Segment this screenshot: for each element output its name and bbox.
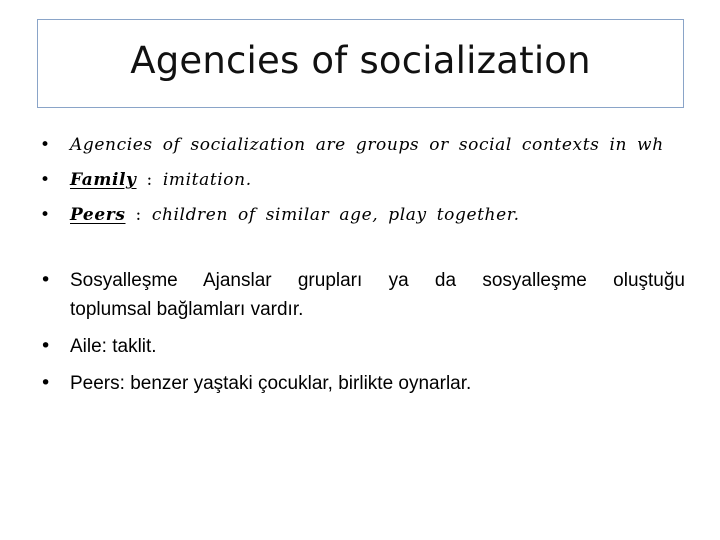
turkish-bullet-1-line-2: toplumsal bağlamları vardır. (70, 299, 304, 320)
english-bullet-3-text: children of similar age, play together. (151, 205, 520, 225)
bullet-icon: • (40, 372, 52, 394)
bullet-icon: • (40, 170, 51, 190)
turkish-bullet-1-line-1: Sosyalleşme Ajanslar grupları ya da sosyalleşme oluştuğu (70, 270, 685, 291)
turkish-bullet-3-text: Peers: benzer yaştaki çocuklar, birlikte oynarlar. (70, 373, 472, 394)
bullet-icon: • (40, 269, 52, 291)
english-bullet-3-content (70, 198, 520, 233)
title-box (37, 19, 684, 108)
english-bullet-3 (40, 198, 720, 233)
term-family: Family (70, 170, 137, 190)
turkish-bullet-1 (40, 266, 685, 324)
turkish-bullet-2 (40, 332, 685, 361)
english-bullet-list (40, 128, 720, 233)
term-peers: Peers (70, 205, 126, 225)
bullet-icon: • (40, 135, 51, 155)
colon: : (135, 205, 142, 225)
turkish-bullet-3 (40, 369, 685, 398)
english-bullet-2 (40, 163, 720, 198)
turkish-bullet-list (40, 266, 685, 406)
english-bullet-1-text: Agencies of socialization are groups or social contexts in wh (70, 135, 664, 155)
english-bullet-1 (40, 128, 720, 163)
bullet-icon: • (40, 335, 52, 357)
english-bullet-2-content (70, 163, 252, 198)
slide-title: Agencies of socialization (130, 39, 591, 82)
turkish-bullet-2-text: Aile: taklit. (70, 336, 157, 357)
english-bullet-2-text: imitation. (162, 170, 252, 190)
colon: : (146, 170, 153, 190)
bullet-icon: • (40, 205, 51, 225)
